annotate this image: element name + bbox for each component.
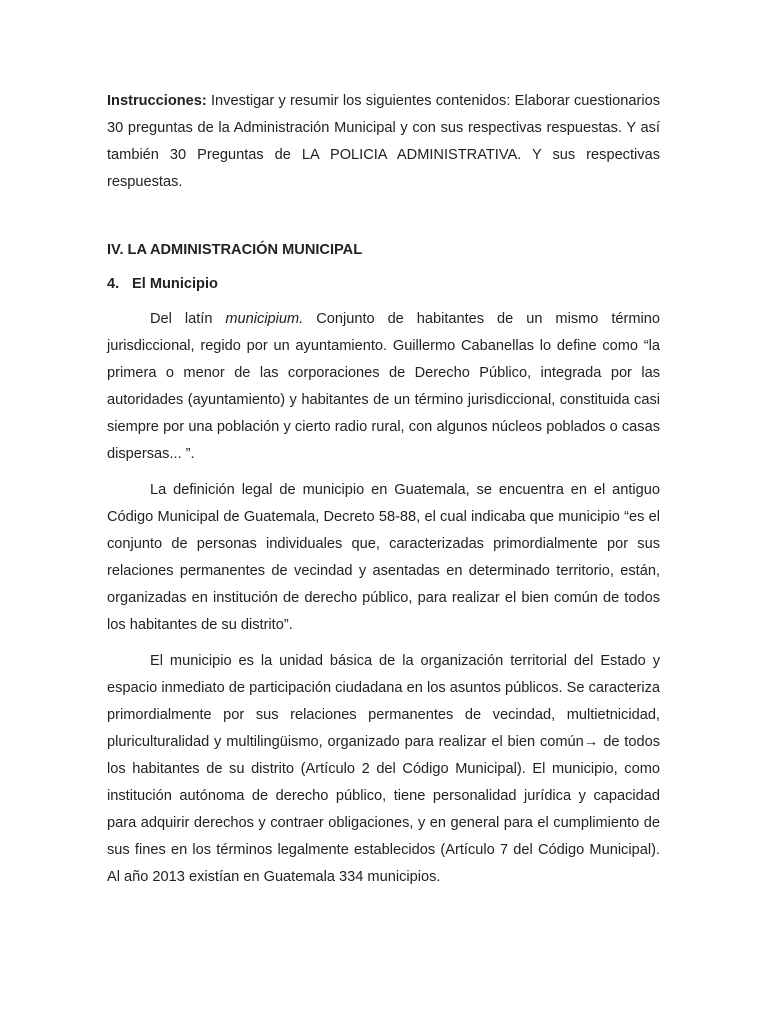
document-page <box>107 88 660 891</box>
paragraph-definition-latin <box>107 306 660 468</box>
subsection-number: 4. <box>107 276 120 292</box>
p1-italic-term: municipium. <box>225 311 304 327</box>
section-heading: IV. LA ADMINISTRACIÓN MUNICIPAL <box>107 242 363 258</box>
instructions-label: Instrucciones: <box>107 93 207 109</box>
subsection-heading <box>107 271 660 298</box>
paragraph-municipio-unidad: El municipio es la unidad básica de la organización territorial del Estado y espacio inmediato de participación ciudadana en los asuntos públicos. Se caracteriza primordialmente por sus relaciones permanentes de vecindad, multietnicidad, pluriculturalidad y multilingüismo, organizado para realizar el bien común→ de todos los habitantes de su distrito (Artículo 2 del Código Municipal). El municipio, como institución autónoma de derecho público, tiene personalidad jurídica y capacidad para adquirir derechos y contraer obligaciones, y en general para el cumplimiento de sus fines en los términos legalmente establecidos (Artículo 7 del Código Municipal). Al año 2013 existían en Guatemala 334 municipios. <box>107 653 660 885</box>
subsection-title: El Municipio <box>132 276 218 292</box>
p1-pre-text: Del latín <box>150 311 226 327</box>
instructions-paragraph <box>107 88 660 196</box>
p1-post-text: Conjunto de habitantes de un mismo término jurisdiccional, regido por un ayuntamiento. Guillermo Cabanellas lo define como “la primera o menor de las corporaciones de Derecho Público, integrada por las autoridades (ayuntamiento) y habitantes de un término jurisdiccional, constituida casi siempre por una población y cierto radio rural, con algunos núcleos poblados o casas dispersas... ”. <box>107 311 660 462</box>
paragraph-legal-definition: La definición legal de municipio en Guatemala, se encuentra en el antiguo Código Municipal de Guatemala, Decreto 58-88, el cual indicaba que municipio “es el conjunto de personas individuales que, caracterizadas primordialmente por sus relaciones permanentes de vecindad y asentadas en determinado territorio, están, organizadas en institución de derecho público, para realizar el bien común de todos los habitantes de su distrito”. <box>107 482 660 633</box>
instructions-text: Investigar y resumir los siguientes contenidos: Elaborar cuestionarios 30 preguntas de la Administración Municipal y con sus respectivas respuestas. Y así también 30 Preguntas de LA POLICIA ADMINISTRATIVA. Y sus respectivas respuestas. <box>107 93 660 190</box>
